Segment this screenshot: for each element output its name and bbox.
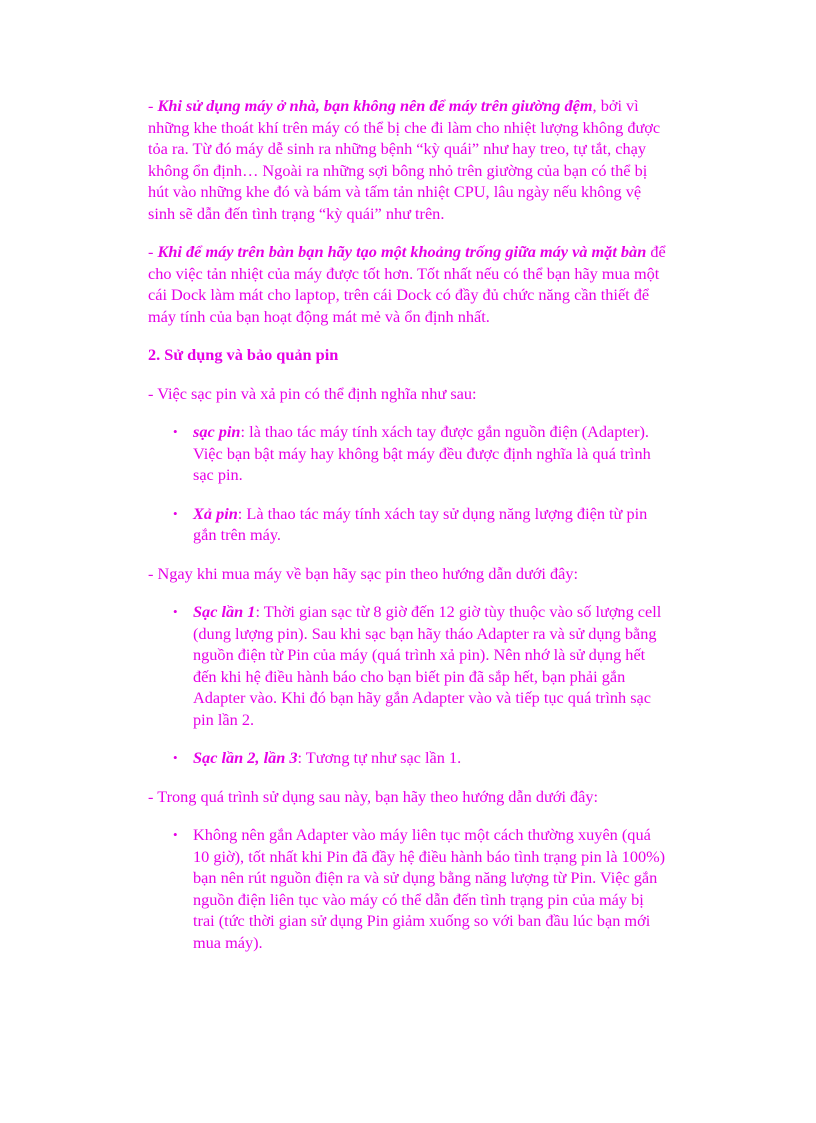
bullet-icon: • — [173, 750, 178, 765]
emphasis-text: Khi để máy trên bàn bạn hãy tạo một khoảng trống giữa máy và mặt bàn — [157, 242, 647, 261]
intro-usage: - Trong quá trình sử dụng sau này, bạn hãy theo hướng dẫn dưới đây: — [148, 786, 599, 806]
bullet-icon: • — [173, 424, 178, 439]
dash: - — [148, 96, 158, 115]
emphasis-text: Khi sử dụng máy ở nhà, bạn không nên để máy trên giường đệm — [157, 96, 593, 115]
bullet-icon: • — [173, 827, 178, 842]
intro-new-device: - Ngay khi mua máy về bạn hãy sạc pin theo hướng dẫn dưới đây: — [148, 563, 579, 583]
dash: - — [148, 242, 158, 261]
list-item — [173, 824, 666, 953]
term: Sạc lần 2, lần 3 — [193, 748, 298, 767]
term: Sạc lần 1 — [193, 602, 256, 621]
paragraph-bed-warning — [148, 95, 666, 224]
list-item — [173, 503, 666, 546]
usage-text: Không nên gắn Adapter vào máy liên tục một cách thường xuyên (quá 10 giờ), tốt nhất khi Pin đã đầy hệ điều hành báo tình trạng pin là 100%) bạn nên rút nguồn điện ra và sử dụng bằng năng lượng từ Pin. Việc gắn nguồn điện liên tục vào máy có thể dẫn đến tình trạng pin của máy bị trai (tức thời gian sử dụng Pin giảm xuống so với ban đầu lúc bạn mới mua máy). — [193, 825, 666, 952]
definition-text: : Là thao tác máy tính xách tay sử dụng năng lượng điện từ pin gắn trên máy. — [193, 503, 648, 544]
bullet-icon: • — [173, 604, 178, 619]
paragraph-text: , bởi vì những khe thoát khí trên máy có thể bị che đi làm cho nhiệt lượng không được tỏa ra. Từ đó máy dễ sinh ra những bệnh “kỳ quái” như hay treo, tự tắt, chạy không ổn định… Ngoài ra những sợi bông nhỏ trên giường của bạn có thể bị hút vào những khe đó và bám và tấm tản nhiệt CPU, lâu ngày nếu không vệ sinh sẽ dẫn đến tình trạng “kỳ quái” như trên. — [148, 96, 661, 223]
definitions-list — [148, 421, 666, 546]
usage-list — [148, 824, 666, 953]
step-text: : Thời gian sạc từ 8 giờ đến 12 giờ tùy thuộc vào số lượng cell (dung lượng pin). Sau khi sạc bạn hãy tháo Adapter ra và sử dụng bằng nguồn điện từ Pin của máy (quá trình xả pin). Nên nhớ là sử dụng hết đến khi hệ điều hành báo cho bạn biết pin đã sắp hết, bạn phải gắn Adapter vào. Khi đó bạn hãy gắn Adapter vào và tiếp tục quá trình sạc pin lần 2. — [193, 602, 662, 729]
term: Xả pin — [193, 503, 238, 523]
list-item — [173, 601, 666, 730]
step-text: : Tương tự như sạc lần 1. — [297, 748, 462, 767]
term: sạc pin — [193, 422, 241, 441]
list-item — [173, 747, 666, 769]
section-heading: 2. Sử dụng và bảo quản pin — [148, 345, 339, 364]
intro-definitions: - Việc sạc pin và xả pin có thể định nghĩa như sau: — [148, 383, 477, 403]
bullet-icon: • — [173, 505, 178, 521]
list-item — [173, 421, 666, 486]
paragraph-text: để cho việc tản nhiệt của máy được tốt hơn. Tốt nhất nếu có thể bạn hãy mua một cái Dock làm mát cho laptop, trên cái Dock có đầy đủ chức năng cần thiết để máy tính của bạn hoạt động mát mẻ và ổn định nhất. — [148, 242, 666, 326]
paragraph-desk-advice — [148, 241, 666, 327]
definition-text: : là thao tác máy tính xách tay được gắn nguồn điện (Adapter). Việc bạn bật máy hay không bật máy đều được định nghĩa là quá trình sạc pin. — [193, 422, 651, 484]
charging-steps-list — [148, 601, 666, 769]
